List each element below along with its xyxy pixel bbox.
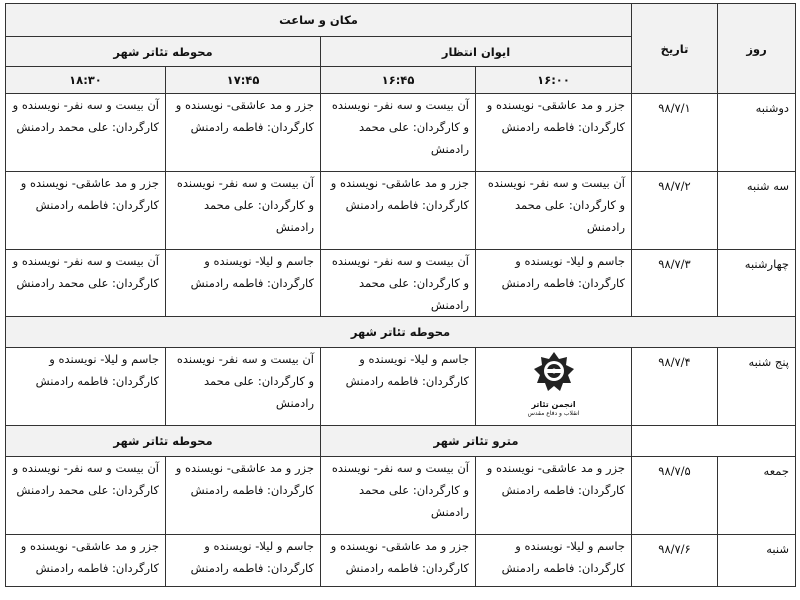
table-row: [6, 457, 796, 535]
day-cell: چهارشنبه: [718, 250, 796, 317]
header-row-1: [6, 4, 796, 37]
header-time-1: ۱۶:۰۰: [476, 67, 632, 94]
section-header-blank: [632, 426, 796, 457]
header-day: روز: [718, 4, 796, 94]
show-cell: جزر و مد عاشقی- نویسنده و کارگردان: فاطمه رادمنش: [6, 172, 166, 250]
header-place-time: مکان و ساعت: [6, 4, 632, 37]
show-cell: جزر و مد عاشقی- نویسنده و کارگردان: فاطمه رادمنش: [6, 535, 166, 587]
show-cell: آن بیست و سه نفر- نویسنده و کارگردان: علی محمد رادمنش: [321, 250, 476, 317]
table-row: [6, 172, 796, 250]
header-time-3: ۱۷:۴۵: [166, 67, 321, 94]
section-header-city-theater-yard: محوطه تئاتر شهر: [6, 317, 796, 348]
header-date: تاریخ: [632, 4, 718, 94]
show-cell: جزر و مد عاشقی- نویسنده و کارگردان: فاطمه رادمنش: [166, 457, 321, 535]
day-cell: پنج شنبه: [718, 348, 796, 426]
show-cell: آن بیست و سه نفر- نویسنده و کارگردان: علی محمد رادمنش: [6, 457, 166, 535]
show-cell: آن بیست و سه نفر- نویسنده و کارگردان: علی محمد رادمنش: [166, 348, 321, 426]
day-cell: دوشنبه: [718, 94, 796, 172]
show-cell: آن بیست و سه نفر- نویسنده و کارگردان: علی محمد رادمنش: [321, 94, 476, 172]
show-cell: جاسم و لیلا- نویسنده و کارگردان: فاطمه رادمنش: [476, 535, 632, 587]
table-row: [6, 535, 796, 587]
show-cell: جاسم و لیلا- نویسنده و کارگردان: فاطمه رادمنش: [166, 250, 321, 317]
section-row: [6, 426, 796, 457]
date-cell: ۹۸/۷/۲: [632, 172, 718, 250]
schedule-table: [5, 3, 796, 587]
header-venue-a: ایوان انتظار: [321, 37, 632, 67]
date-cell: ۹۸/۷/۵: [632, 457, 718, 535]
show-cell: جزر و مد عاشقی- نویسنده و کارگردان: فاطمه رادمنش: [166, 94, 321, 172]
day-cell: سه شنبه: [718, 172, 796, 250]
logo-caption: انجمن تئاتر: [531, 400, 576, 409]
header-time-2: ۱۶:۴۵: [321, 67, 476, 94]
day-cell: شنبه: [718, 535, 796, 587]
date-cell: ۹۸/۷/۱: [632, 94, 718, 172]
show-cell: آن بیست و سه نفر- نویسنده و کارگردان: علی محمد رادمنش: [6, 250, 166, 317]
section-row: [6, 317, 796, 348]
show-cell: آن بیست و سه نفر- نویسنده و کارگردان: علی محمد رادمنش: [321, 457, 476, 535]
table-row: [6, 94, 796, 172]
header-time-4: ۱۸:۳۰: [6, 67, 166, 94]
show-cell: جزر و مد عاشقی- نویسنده و کارگردان: فاطمه رادمنش: [476, 94, 632, 172]
date-cell: ۹۸/۷/۴: [632, 348, 718, 426]
show-cell: جاسم و لیلا- نویسنده و کارگردان: فاطمه رادمنش: [476, 250, 632, 317]
date-cell: ۹۸/۷/۶: [632, 535, 718, 587]
header-venue-b: محوطه تئاتر شهر: [6, 37, 321, 67]
theater-society-logo: [524, 351, 584, 418]
show-cell: آن بیست و سه نفر- نویسنده و کارگردان: علی محمد رادمنش: [6, 94, 166, 172]
show-cell: آن بیست و سه نفر- نویسنده و کارگردان: علی محمد رادمنش: [166, 172, 321, 250]
table-row: [6, 250, 796, 317]
show-cell: آن بیست و سه نفر- نویسنده و کارگردان: علی محمد رادمنش: [476, 172, 632, 250]
theater-society-logo-icon: [533, 351, 575, 393]
day-cell: جمعه: [718, 457, 796, 535]
show-cell: جاسم و لیلا- نویسنده و کارگردان: فاطمه رادمنش: [321, 348, 476, 426]
section-header-city-theater-yard-friday: محوطه تئاتر شهر: [6, 426, 321, 457]
show-cell: جزر و مد عاشقی- نویسنده و کارگردان: فاطمه رادمنش: [321, 172, 476, 250]
show-cell: جزر و مد عاشقی- نویسنده و کارگردان: فاطمه رادمنش: [321, 535, 476, 587]
date-cell: ۹۸/۷/۳: [632, 250, 718, 317]
show-cell: جزر و مد عاشقی- نویسنده و کارگردان: فاطمه رادمنش: [476, 457, 632, 535]
section-header-metro-city-theater: مترو تئاتر شهر: [321, 426, 632, 457]
logo-cell: [476, 348, 632, 426]
show-cell: جاسم و لیلا- نویسنده و کارگردان: فاطمه رادمنش: [6, 348, 166, 426]
show-cell: جاسم و لیلا- نویسنده و کارگردان: فاطمه رادمنش: [166, 535, 321, 587]
logo-subcaption: انقلاب و دفاع مقدس: [527, 410, 580, 417]
table-row: [6, 348, 796, 426]
